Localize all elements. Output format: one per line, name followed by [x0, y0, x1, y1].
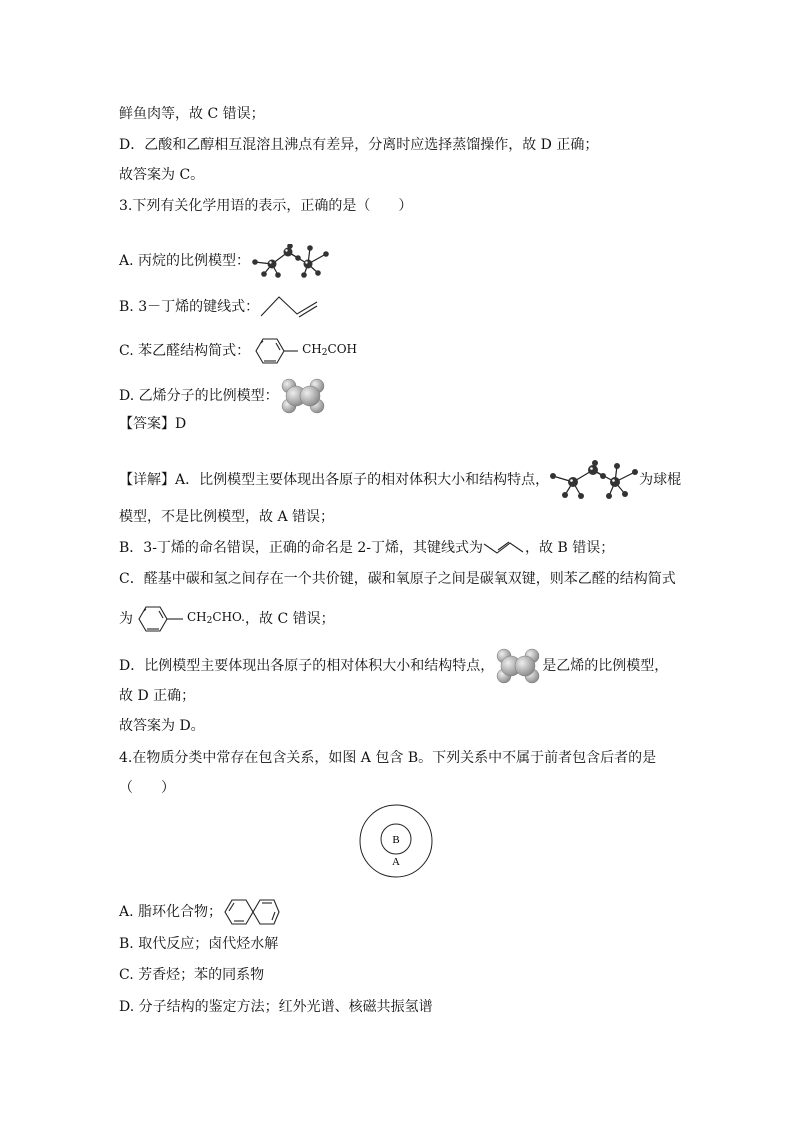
propane-ball-stick-model [250, 244, 330, 278]
explanation-c: 为 $CH_2CHO$. ，故 C 错误； [119, 604, 335, 634]
text-line: 故答案为 C。 [119, 167, 205, 183]
option-4d: D. 分子结构的鉴定方法；红外光谱、核磁共振氢谱 [119, 999, 433, 1015]
butene-skeletal-formula [259, 294, 323, 320]
option-3c: C. 苯乙醛结构简式： $CH_2COH$ [119, 336, 357, 366]
text-line: 模型，不是比例模型，故 A 错误； [119, 509, 335, 525]
explanation-b: B．3-丁烯的命名错误，正确的命名是 2-丁烯，其键线式为 ，故 B 错误； [119, 540, 615, 556]
inner-circle-label: B [392, 834, 400, 846]
explanation-d: D．比例模型主要体现出各原子的相对体积大小和结构特点， 是乙烯的比例模型， [119, 648, 668, 684]
inclusion-diagram [359, 804, 433, 878]
explanation-a: 【详解】A．比例模型主要体现出各原子的相对体积大小和结构特点， 为球棍 [119, 460, 681, 500]
phenylacetaldehyde-formula: $CH_2COH$ [302, 342, 357, 358]
benzene-ring-icon [250, 336, 300, 366]
option-3a: A. 丙烷的比例模型： [119, 244, 330, 278]
text-line: C．醛基中碳和氢之间存在一个共价键，碳和氧原子之间是碳氧双键，则苯乙醛的结构简式 [119, 571, 676, 587]
option-3b: B. 3－丁烯的键线式： [119, 294, 323, 320]
question-3: 3.下列有关化学用语的表示，正确的是（ ） [119, 198, 413, 214]
outer-circle-label: A [392, 856, 400, 868]
2-butene-skeletal-formula [483, 540, 525, 556]
option-4b: B. 取代反应；卤代烃水解 [119, 936, 279, 952]
text-line: 鲜鱼肉等，故 C 错误； [119, 106, 265, 122]
naphthalene-structure [222, 896, 280, 928]
option-3d: D. 乙烯分子的比例模型： [119, 378, 327, 414]
answer-line: 【答案】D [119, 416, 187, 432]
benzene-ring-icon [133, 604, 185, 634]
propane-ball-stick-model [549, 460, 639, 500]
phenylacetaldehyde-formula: $CH_2CHO$. [187, 610, 245, 626]
question-4: 4.在物质分类中常存在包含关系，如图 A 包含 B。下列关系中不属于前者包含后者的是 [119, 750, 657, 766]
ethylene-space-filling-model [279, 378, 327, 414]
text-line: D．乙酸和乙醇相互混溶且沸点有差异，分离时应选择蒸馏操作，故 D 正确； [119, 137, 599, 153]
text-line: 故答案为 D。 [119, 718, 205, 734]
option-4a: A. 脂环化合物； [119, 896, 280, 928]
text-line: （ ） [119, 780, 175, 796]
option-4c: C. 芳香烃；苯的同系物 [119, 967, 265, 983]
text-line: 故 D 正确； [119, 688, 196, 704]
ethylene-space-filling-model [494, 648, 542, 684]
